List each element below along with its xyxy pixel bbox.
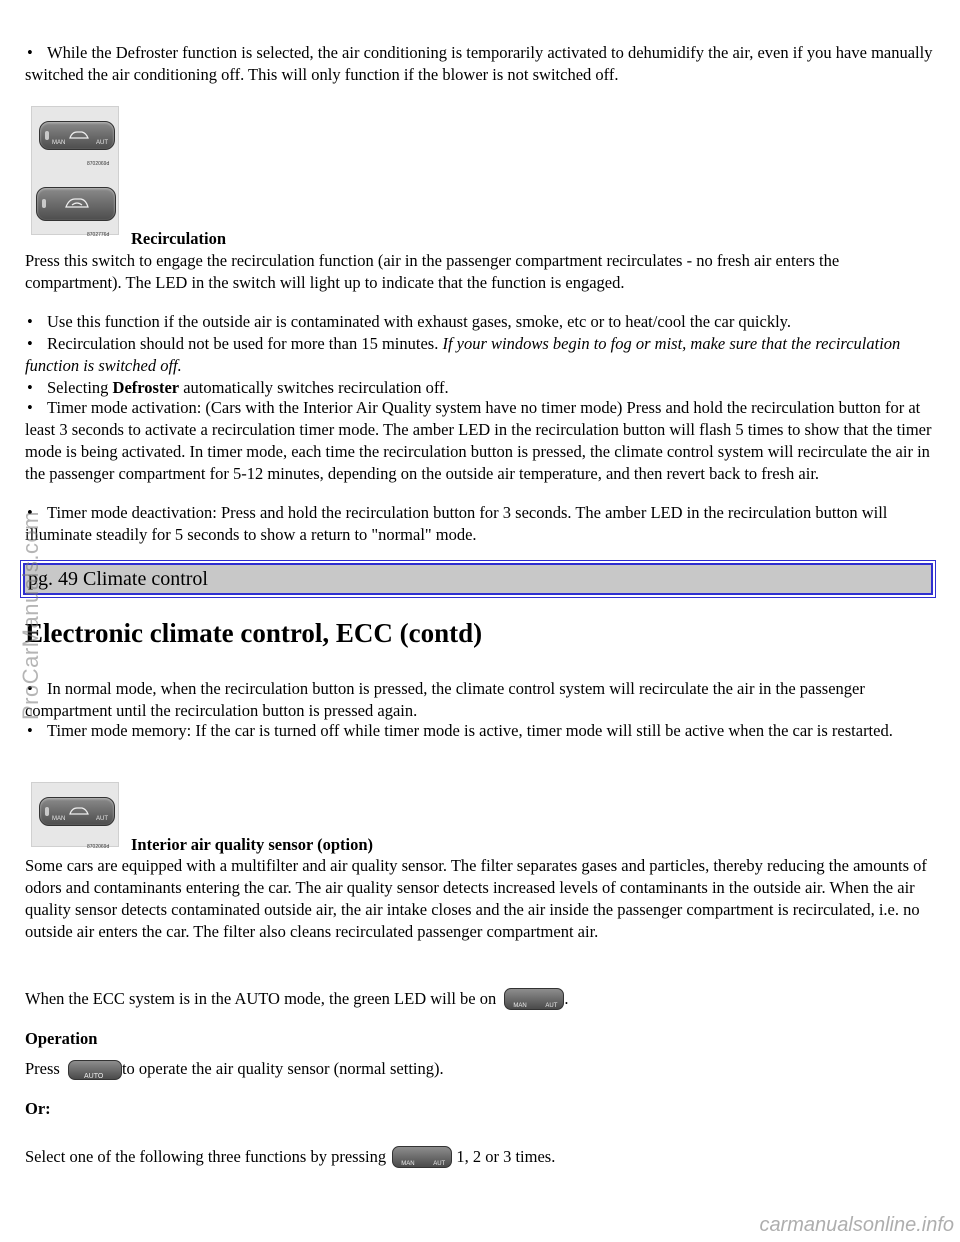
list-item: • Selecting Defroster automatically switches recirculation off. — [25, 377, 935, 399]
auto-button-inline: AUTO — [68, 1060, 122, 1080]
list-item: • Recirculation should not be used for more than 15 minutes. If your windows begin to fog or mist, make sure that the recirculation function is switched off. — [25, 333, 935, 377]
recirculation-icon — [63, 195, 91, 213]
man-auto-button-image: MAN AUT — [39, 797, 115, 826]
list-item: • In normal mode, when the recirculation button is pressed, the climate control system will recirculate the air in the passenger compartment until the recirculation button is pressed again. — [25, 678, 935, 722]
recirculation-body: Press this switch to engage the recirculation function (air in the passenger compartment recirculates - no fresh air enters the compartment). The LED in the switch will light up to indicate that the function is engaged. — [25, 251, 840, 292]
footer-watermark: carmanualsonline.info — [759, 1214, 954, 1236]
side-watermark: ProCarManuals.com — [18, 510, 43, 720]
recirculation-button-image — [36, 187, 116, 221]
list-item: • Timer mode deactivation: Press and hold the recirculation button for 3 seconds. The amber LED in the recirculation button will illuminate steadily for 5 seconds to show a return to "normal" mode. — [25, 502, 935, 546]
section-bar: pg. 49 Climate control — [23, 563, 933, 595]
or-heading: Or: — [25, 1099, 51, 1118]
air-quality-figure: MAN AUT 8702069d — [31, 782, 119, 847]
page-title: Electronic climate control, ECC (contd) — [25, 618, 483, 648]
man-auto-button-image: MAN AUT — [39, 121, 115, 150]
man-auto-button-inline: MAN AUT — [392, 1146, 452, 1168]
recirculation-heading: Recirculation — [131, 229, 227, 248]
air-quality-body: Some cars are equipped with a multifilter and air quality sensor. The filter separates gases and particles, thereby reducing the amounts of odors and contaminants entering the car. The air quality sensor detects increased levels of contaminants in the outside air. When the air quality sensor detects contaminated outside air, the air intake closes and the air inside the passenger compartment is recirculated, i.e. no outside air enters the car. The filter also cleans recirculated passenger compartment air. — [25, 856, 927, 941]
defroster-note: • While the Defroster function is selected, the air conditioning is temporarily activated to dehumidify the air, even if you have manually switched the air conditioning off. This will only function if the blower is not switched off. — [25, 42, 935, 86]
recirculation-figure: MAN AUT 8702069d 8702776d — [31, 106, 119, 235]
auto-mode-sentence: When the ECC system is in the AUTO mode, the green LED will be on MAN AUT . — [25, 989, 569, 1009]
car-icon — [68, 129, 90, 141]
car-icon — [68, 805, 90, 817]
list-item: • Timer mode memory: If the car is turned off while timer mode is active, timer mode will still be active when the car is restarted. — [25, 720, 935, 742]
air-quality-heading: Interior air quality sensor (option) — [131, 835, 374, 854]
operation-heading: Operation — [25, 1029, 98, 1048]
list-item: • Use this function if the outside air is contaminated with exhaust gases, smoke, etc or to heat/cool the car quickly. — [25, 311, 935, 333]
list-item: • Timer mode activation: (Cars with the Interior Air Quality system have no timer mode) Press and hold the recirculation button for at least 3 seconds to activate a recirculation timer mode. The amber LED in the recirculation button will flash 5 times to show that the timer mode is being activated. In timer mode, each time the recirculation button is pressed, the climate control system will recirculate the air in the passenger compartment for 5-12 minutes, depending on the outside air temperature, and then revert back to fresh air. — [25, 397, 935, 485]
select-functions-sentence: Select one of the following three functions by pressing MAN AUT 1, 2 or 3 times. — [25, 1147, 556, 1167]
man-auto-button-inline: MAN AUT — [504, 988, 564, 1010]
press-auto-sentence: Press AUTO to operate the air quality sensor (normal setting). — [25, 1059, 444, 1080]
